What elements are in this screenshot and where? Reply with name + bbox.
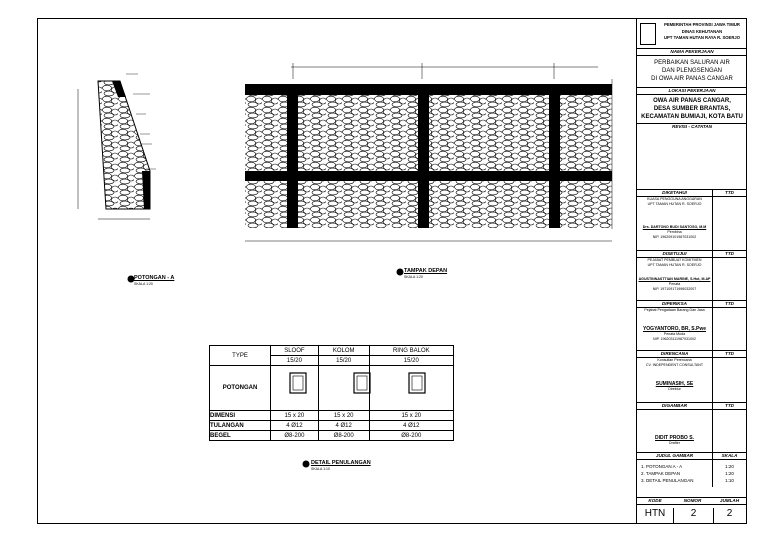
digambar-block bbox=[637, 409, 747, 452]
diketahui-block bbox=[637, 196, 747, 250]
judul-header bbox=[637, 452, 747, 459]
role-line: UPT TAMAN HUTAN R. SOERJO bbox=[647, 202, 702, 206]
ttd-label: TTD bbox=[725, 251, 734, 256]
section-a-drawing bbox=[78, 74, 156, 219]
nomor-label: NOMOR bbox=[683, 498, 702, 503]
cell: 15 x 20 bbox=[369, 411, 453, 421]
logo-icon bbox=[640, 23, 656, 45]
jumlah-label: JUMLAH bbox=[719, 498, 740, 503]
project-name bbox=[637, 55, 747, 87]
row-label: BEGEL bbox=[210, 431, 271, 441]
signer-name: SUMINASIH, SE bbox=[655, 381, 694, 387]
cell: 4 Ø12 bbox=[318, 421, 369, 431]
diperiksa-block bbox=[637, 307, 747, 350]
signer-rank: Penata Muda bbox=[663, 332, 686, 336]
signer-name: AGUSTINNASTTIAN MARINE, S.Hut, M.AP bbox=[638, 277, 711, 281]
skala-label: SKALA bbox=[721, 453, 738, 458]
section-a-label: POTONGAN - A bbox=[134, 275, 175, 281]
agency-line: DINAS KEHUTANAN bbox=[681, 28, 723, 34]
diketahui-label: DIKETAHUI bbox=[662, 190, 687, 195]
disetujui-label: DISETUJUI bbox=[662, 251, 687, 256]
agency-line: UPT TAMAN HUTAN RAYA R. SOERJO bbox=[664, 35, 740, 40]
judul-label: JUDUL GAMBAR bbox=[655, 453, 694, 458]
location bbox=[637, 94, 747, 123]
cell: Ø8-200 bbox=[318, 431, 369, 441]
front-view-drawing bbox=[245, 63, 612, 241]
role-line: Pejabat Pengadaan Barang Dan Jasa bbox=[644, 308, 705, 312]
front-view-marker-icon bbox=[397, 269, 404, 276]
col-kolom-size: 15/20 bbox=[318, 356, 369, 366]
revisi-label: REVISI - CATATAN bbox=[637, 123, 747, 130]
judul-list bbox=[637, 459, 747, 497]
signer-nip: NIP. 196209101987031002 bbox=[652, 235, 697, 239]
kode-label: KODE bbox=[648, 498, 662, 503]
nama-pekerjaan-label: NAMA PEKERJAAN bbox=[637, 48, 747, 55]
signer-nip: NIP. 196203111987031002 bbox=[653, 337, 696, 341]
signer-name: YOGYANTORO, BR, S.Pwe bbox=[642, 326, 707, 332]
cell: 15 x 20 bbox=[318, 411, 369, 421]
judul-item: 1. POTONGAN A - A bbox=[641, 464, 683, 469]
section-a-scale: SKALA 1:20 bbox=[134, 282, 153, 286]
signer-name: DIDIT PROBO S. bbox=[655, 435, 694, 441]
signer-rank: Pembina bbox=[667, 230, 682, 234]
col-ring-balok-size: 15/20 bbox=[369, 356, 453, 366]
signer-title: Direktur bbox=[668, 387, 681, 391]
disetujui-header bbox=[637, 250, 747, 257]
disetujui-block bbox=[637, 257, 747, 300]
location-line: KECAMATAN BUMIAJI, KOTA BATU bbox=[641, 114, 743, 120]
diperiksa-label: DIPERIKSA bbox=[661, 301, 687, 306]
code-values bbox=[637, 504, 747, 523]
title-block bbox=[636, 19, 747, 523]
project-line: PERBAIKAN SALURAN AIR bbox=[654, 60, 730, 66]
col-ring-balok: RING BALOK bbox=[369, 346, 453, 356]
digambar-label: DIGAMBAR bbox=[661, 403, 688, 408]
signer-name: Drs. DARTONO BUDI SANTOSO, M.M bbox=[642, 225, 707, 229]
drawing-area bbox=[38, 19, 636, 523]
cell: 4 Ø12 bbox=[271, 421, 319, 431]
cell: Ø8-200 bbox=[271, 431, 319, 441]
signer-rank: Penata bbox=[668, 282, 681, 286]
drawing-sheet bbox=[37, 18, 747, 524]
rebar-table bbox=[209, 345, 454, 441]
role-line: KUASA PENGGUNA ANGGARAN bbox=[647, 197, 702, 201]
project-line: DI OWA AIR PANAS CANGAR bbox=[651, 76, 733, 82]
direncana-block bbox=[637, 357, 747, 402]
agency-line: PEMERINTAH PROVINSI JAWA TIMUR bbox=[664, 22, 740, 27]
cell: Ø8-200 bbox=[369, 431, 453, 441]
col-sloof-size: 15/20 bbox=[271, 356, 319, 366]
detail-label: DETAIL PENULANGAN bbox=[311, 460, 371, 466]
drawing-svg bbox=[38, 19, 636, 523]
role-line: PEJABAT PEMBUAT KOMITMEN bbox=[647, 258, 702, 262]
type-header: TYPE bbox=[210, 346, 271, 366]
ttd-label: TTD bbox=[725, 301, 734, 306]
agency-header bbox=[657, 22, 747, 42]
potongan-row-label: POTONGAN bbox=[210, 366, 271, 411]
location-line: DESA SUMBER BRANTAS, bbox=[653, 106, 731, 112]
judul-item: 3. DETAIL PENULANGAN bbox=[641, 478, 694, 483]
direncana-label: DIRENCANA bbox=[660, 351, 689, 356]
code-header bbox=[637, 497, 747, 504]
lokasi-label: LOKASI PEKERJAAN bbox=[637, 87, 747, 94]
skala-item: 1:10 bbox=[725, 478, 734, 483]
front-view-label: TAMPAK DEPAN bbox=[404, 268, 448, 274]
location-line: OWA AIR PANAS CANGAR, bbox=[653, 98, 731, 104]
role-line: CV. INDEPENDENT CONSULTANT bbox=[645, 363, 704, 367]
diketahui-header bbox=[637, 189, 747, 196]
jumlah-value: 2 bbox=[726, 508, 733, 519]
ttd-label: TTD bbox=[725, 351, 734, 356]
row-label: TULANGAN bbox=[210, 421, 271, 431]
digambar-header bbox=[637, 402, 747, 409]
row-label: DIMENSI bbox=[210, 411, 271, 421]
col-kolom: KOLOM bbox=[318, 346, 369, 356]
detail-marker-icon bbox=[303, 461, 310, 468]
detail-scale: SKALA 1:10 bbox=[311, 467, 330, 471]
direncana-header bbox=[637, 350, 747, 357]
skala-item: 1:20 bbox=[725, 471, 734, 476]
judul-item: 2. TAMPAK DEPAN bbox=[641, 471, 681, 476]
col-sloof: SLOOF bbox=[271, 346, 319, 356]
role-line: UPT TAMAN HUTAN R. SOERJO bbox=[647, 263, 702, 267]
kode-value: HTN bbox=[644, 508, 666, 519]
signer-nip: NIP. 197109171996032007 bbox=[652, 287, 697, 291]
project-line: DAN PLENGSENGAN bbox=[661, 68, 722, 74]
diperiksa-header bbox=[637, 300, 747, 307]
nomor-value: 2 bbox=[673, 508, 714, 524]
role-line: Konsultan Perencana bbox=[657, 358, 692, 362]
front-view-scale: SKALA 1:20 bbox=[404, 275, 423, 279]
ttd-label: TTD bbox=[725, 403, 734, 408]
signer-title: Drafter bbox=[669, 441, 680, 445]
cell: 15 x 20 bbox=[271, 411, 319, 421]
ttd-label: TTD bbox=[725, 190, 734, 195]
cell: 4 Ø12 bbox=[369, 421, 453, 431]
skala-item: 1:20 bbox=[725, 464, 734, 469]
